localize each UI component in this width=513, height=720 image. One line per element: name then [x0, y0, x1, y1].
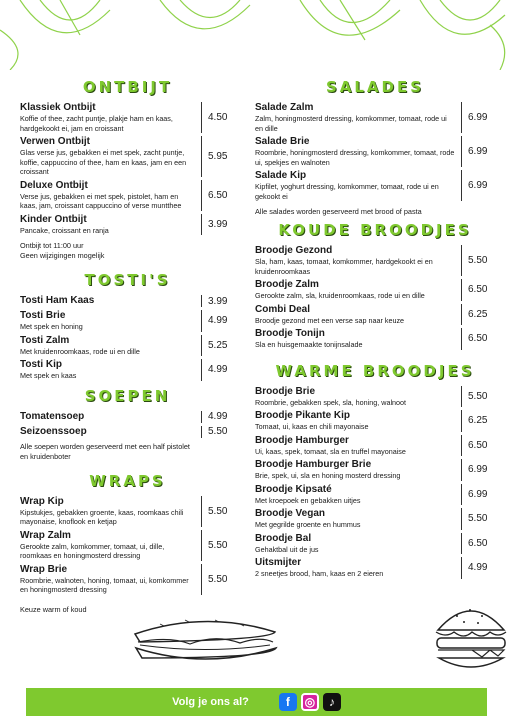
menu-item-name: Tosti Kip	[20, 359, 63, 370]
menu-item-price: 6.99	[461, 136, 495, 167]
menu-item-price: 6.50	[461, 533, 495, 555]
menu-item	[20, 335, 235, 357]
menu-item	[255, 386, 495, 408]
menu-item-description: Broodje gezond met een verse sap naar keuze	[255, 315, 405, 325]
soepen-title: SOEPEN	[84, 386, 171, 405]
facebook-icon[interactable]: f	[279, 693, 297, 711]
left-column	[20, 74, 235, 615]
menu-item	[255, 279, 495, 301]
menu-item-price: 4.99	[201, 411, 235, 423]
tostis-list	[20, 295, 235, 381]
menu-item-description: Brie, spek, ui, sla en honing mosterd dressing	[255, 471, 401, 480]
wraps-note: Keuze warm of koud	[20, 604, 87, 614]
ontbijt-title: ONTBIJT	[82, 78, 173, 96]
menu-item	[20, 426, 235, 438]
menu-item	[255, 557, 495, 579]
soepen-list	[20, 411, 235, 438]
menu-item-price: 6.99	[461, 484, 495, 506]
menu-item-name: Broodje Hamburger	[255, 434, 349, 446]
menu-item-description: Met gegrilde groente en hummus	[255, 520, 361, 529]
menu-item	[20, 359, 235, 381]
wraps-list	[20, 496, 235, 595]
menu-item-name: Wrap Brie	[20, 563, 68, 575]
menu-item-price: 4.99	[461, 557, 495, 579]
menu-item-description: Tomaat, ui, kaas en chili mayonaise	[255, 422, 369, 431]
menu-item-name: Broodje Bal	[255, 532, 312, 544]
menu-item-description: Roombrie, honingmosterd dressing, komkommer, tomaat, rode ui, spekjes en walnoten	[255, 148, 455, 167]
menu-item-description: 2 sneetjes brood, ham, kaas en 2 eieren	[255, 569, 384, 578]
menu-item-price: 6.50	[461, 279, 495, 301]
menu-item-name: Broodje Kipsaté	[255, 483, 332, 495]
menu-item-name: Tomatensoep	[20, 410, 85, 422]
menu-item	[255, 304, 495, 326]
menu-item-name: Seizoenssoep	[20, 425, 87, 437]
menu-item-price: 6.99	[461, 102, 495, 133]
menu-item-description: Sla en huisgemaakte tonijnsalade	[255, 340, 363, 349]
menu-item-price: 5.50	[201, 530, 235, 561]
menu-item-description: Met spek en honing	[20, 322, 83, 331]
menu-item-description: Kipstukjes, gebakken groente, kaas, roomkaas chili mayonaise, knoflook en ketjap	[20, 507, 184, 526]
menu-item-description: Roombrie, walnoten, honing, tomaat, ui, komkommer en honingmosterd dressing	[20, 575, 189, 594]
menu-item-description: Ui, kaas, spek, tomaat, sla en truffel mayonaise	[255, 446, 406, 456]
menu-item-description: Met spek en kaas	[20, 371, 77, 380]
menu-item-description: Roombrie, gebakken spek, sla, honing, walnoot	[255, 397, 407, 407]
menu-item-price: 5.50	[201, 426, 235, 438]
menu-item-price: 6.25	[461, 410, 495, 432]
menu-item	[255, 435, 495, 457]
menu-item	[255, 410, 495, 432]
menu-item-description: Gerookte zalm, komkommer, tomaat, ui, dille, roomkaas en honingmosterd dressing	[20, 541, 165, 560]
menu-item	[20, 564, 235, 595]
menu-item	[20, 496, 235, 527]
menu-item	[20, 180, 235, 211]
wraps-title: WRAPS	[89, 471, 166, 490]
warme-title: WARME BROODJES	[275, 361, 475, 380]
menu-item-price: 6.99	[461, 170, 495, 201]
menu-item	[255, 328, 495, 350]
menu-item-name: Salade Brie	[255, 136, 310, 147]
menu-item-price: 4.99	[201, 359, 235, 381]
menu-item	[20, 411, 235, 423]
leaf-decoration	[0, 0, 513, 70]
menu-item-description: Pancake, croissant en ranja	[20, 225, 109, 235]
menu-item-name: Deluxe Ontbijt	[20, 179, 88, 191]
menu-item-price: 6.50	[461, 435, 495, 457]
menu-item	[255, 102, 495, 133]
salades-list	[255, 102, 495, 201]
right-column	[255, 74, 495, 582]
menu-item-name: Broodje Brie	[255, 385, 316, 397]
menu-item-price: 5.95	[201, 136, 235, 177]
ontbijt-note-2: Geen wijzigingen mogelijk	[20, 251, 105, 260]
menu-item	[255, 508, 495, 530]
tostis-title: TOSTI'S	[84, 271, 171, 289]
menu-item-price: 5.50	[461, 386, 495, 408]
ontbijt-list	[20, 102, 235, 235]
menu-item-price: 6.25	[461, 304, 495, 326]
menu-item-name: Uitsmijter	[255, 557, 302, 568]
menu-item-name: Broodje Tonijn	[255, 328, 325, 339]
koude-title: KOUDE BROODJES	[278, 221, 472, 239]
menu-item-description: Zalm, honingmosterd dressing, komkommer, tomaat, rode ui en dille	[255, 114, 447, 133]
menu-item-description: Glas verse jus, gebakken ei met spek, zacht puntje, koffie, cappuccino of thee, ham en kaas, jam en een croissant	[20, 148, 187, 176]
menu-item-description: Met kruidenroomkaas, rode ui en dille	[20, 346, 140, 356]
menu-item-name: Tosti Zalm	[20, 334, 70, 346]
menu-item-description: Koffie of thee, zacht puntje, plakje ham en kaas, hardgekookt ei, jam en croissant	[20, 114, 173, 133]
menu-item-name: Broodje Gezond	[255, 245, 333, 256]
menu-item	[20, 102, 235, 133]
menu-item-price: 6.99	[461, 459, 495, 481]
menu-item-description: Sla, ham, kaas, tomaat, komkommer, hardgekookt ei en kruidenroomkaas	[255, 257, 433, 276]
burger-illustration	[432, 596, 510, 676]
koude-list	[255, 245, 495, 350]
menu-item-price: 3.99	[201, 295, 235, 307]
menu-item	[255, 533, 495, 555]
menu-item-price: 4.99	[201, 310, 235, 332]
ontbijt-note-1: Ontbijt tot 11:00 uur	[20, 241, 84, 250]
menu-item-name: Wrap Zalm	[20, 529, 71, 541]
menu-item	[255, 484, 495, 506]
menu-item-price: 5.50	[461, 245, 495, 276]
salades-title: SALADES	[325, 78, 425, 96]
menu-item-name: Salade Zalm	[255, 102, 314, 113]
menu-item-description: Met kroepoek en gebakken uitjes	[255, 495, 361, 505]
menu-item-name: Tosti Brie	[20, 310, 66, 321]
menu-item-name: Verwen Ontbijt	[20, 136, 91, 147]
menu-item-description: Gerookte zalm, sla, kruidenroomkaas, rode ui en dille	[255, 291, 425, 300]
menu-item	[255, 136, 495, 167]
menu-item-description: Kipfilet, yoghurt dressing, komkommer, tomaat, rode ui en gekookt ei	[255, 182, 439, 201]
menu-item	[255, 245, 495, 276]
menu-item	[255, 170, 495, 201]
menu-item-description: Verse jus, gebakken ei met spek, pistolet, ham en kaas, jam, croissant cappuccino of verse muntthee	[20, 191, 182, 210]
menu-item-price: 4.50	[201, 102, 235, 133]
warme-list	[255, 386, 495, 579]
menu-item-name: Klassiek Ontbijt	[20, 102, 96, 113]
footer-text: Volg je ons al?	[172, 696, 249, 708]
menu-item-price: 3.99	[201, 214, 235, 236]
social-footer	[26, 688, 487, 716]
soepen-note: Alle soepen worden geserveerd met een half pistolet en kruidenboter	[20, 441, 190, 461]
menu-item	[20, 530, 235, 561]
menu-item-name: Broodje Zalm	[255, 279, 319, 290]
menu-item	[255, 459, 495, 481]
salades-note: Alle salades worden geserveerd met brood of pasta	[255, 207, 422, 216]
menu-item-price: 5.50	[201, 564, 235, 595]
menu-item-price: 5.25	[201, 335, 235, 357]
menu-item-price: 6.50	[201, 180, 235, 211]
menu-item-price: 5.50	[201, 496, 235, 527]
menu-item	[20, 295, 235, 307]
menu-item-name: Broodje Hamburger Brie	[255, 459, 372, 470]
menu-item-price: 6.50	[461, 328, 495, 350]
menu-item-description: Gehaktbal uit de jus	[255, 544, 319, 554]
menu-item-name: Wrap Kip	[20, 495, 64, 507]
menu-item-name: Salade Kip	[255, 170, 307, 181]
menu-item	[20, 136, 235, 177]
instagram-icon[interactable]: ◎	[301, 693, 319, 711]
menu-item-name: Tosti Ham Kaas	[20, 295, 95, 306]
menu-item-name: Broodje Vegan	[255, 508, 326, 519]
menu-item	[20, 214, 235, 236]
menu-item-name: Combi Deal	[255, 303, 311, 315]
menu-item-name: Broodje Pikante Kip	[255, 410, 351, 421]
menu-item-name: Kinder Ontbijt	[20, 213, 87, 225]
sandwich-illustration	[130, 612, 280, 664]
menu-item-price: 5.50	[461, 508, 495, 530]
menu-item	[20, 310, 235, 332]
tiktok-icon[interactable]: ♪	[323, 693, 341, 711]
